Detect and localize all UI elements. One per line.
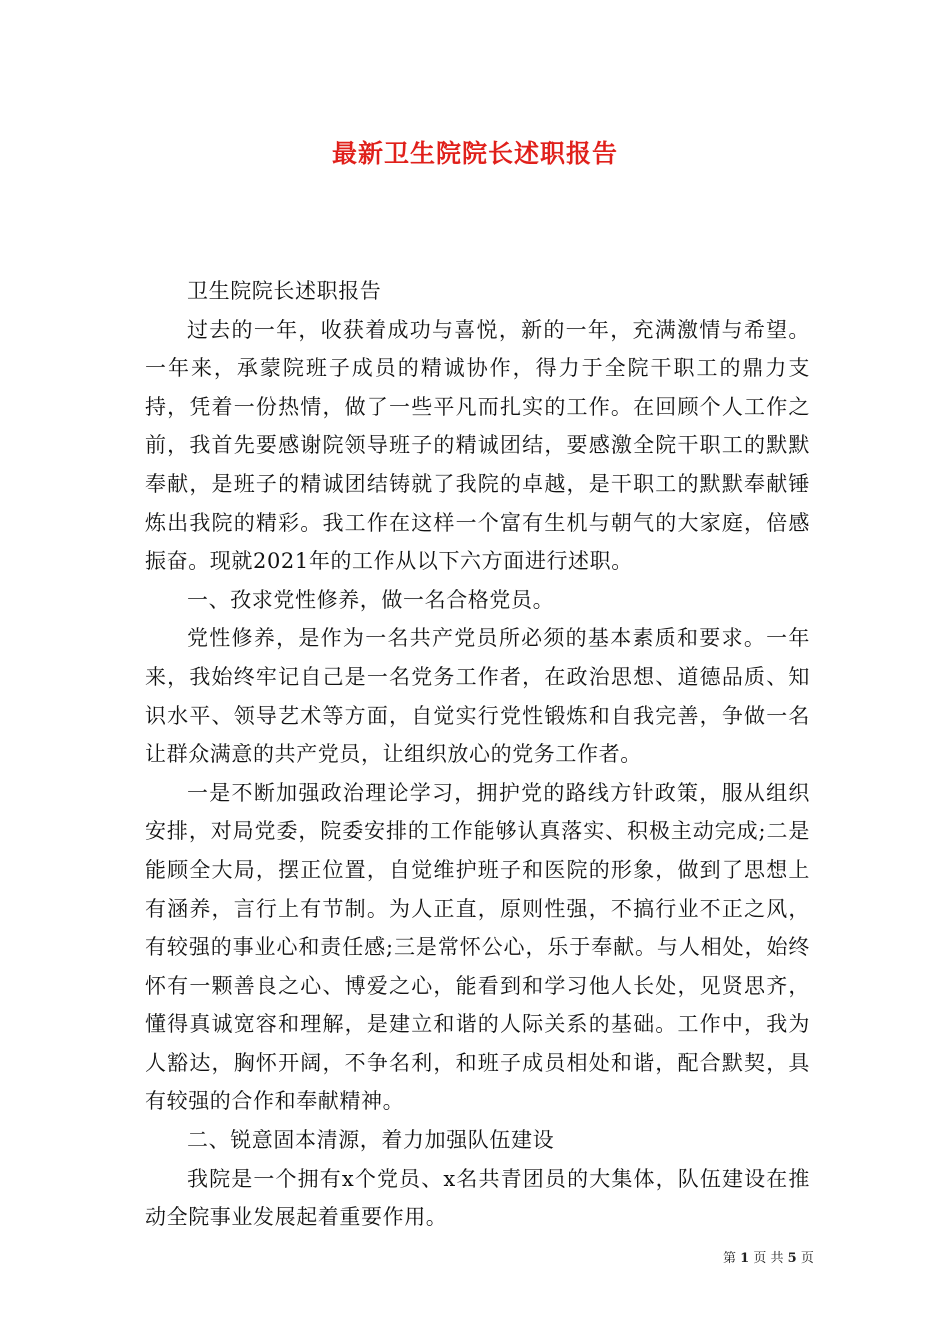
document-title: 最新卫生院院长述职报告 [331, 139, 618, 168]
section-heading: 一、孜求党性修养，做一名合格党员。 [187, 587, 555, 612]
total-pages-number: 5 [787, 1251, 797, 1266]
paragraph: 党性修养，是作为一名共产党员所必须的基本素质和要求。一年来，我始终牢记自己是一名党务工作者，在政治思想、道德品质、知识水平、领导艺术等方面，自觉实行党性锻炼和自我完善，争做一名让群众满意的共产党员，让组织放心的党务工作者。 [145, 626, 810, 767]
page-number-footer [723, 1247, 814, 1266]
document-body [145, 272, 810, 1237]
section-heading: 二、锐意固本清源，着力加强队伍建设 [187, 1128, 555, 1153]
footer-middle: 页 共 [753, 1251, 784, 1266]
paragraph: 我院是一个拥有x个党员、x名共青团员的大集体，队伍建设在推动全院事业发展起着重要作用。 [145, 1166, 810, 1230]
paragraph: 一是不断加强政治理论学习，拥护党的路线方针政策，服从组织安排，对局党委，院委安排的工作能够认真落实、积极主动完成;二是能顾全大局，摆正位置，自觉维护班子和医院的形象，做到了思想上有涵养，言行上有节制。为人正直，原则性强，不搞行业不正之风，有较强的事业心和责任感;三是常怀公心，乐于奉献。与人相处，始终怀有一颗善良之心、博爱之心，能看到和学习他人长处，见贤思齐，懂得真诚宽容和理解，是建立和谐的人际关系的基础。工作中，我为人豁达，胸怀开阔，不争名利，和班子成员相处和谐，配合默契，具有较强的合作和奉献精神。 [145, 780, 810, 1114]
footer-suffix: 页 [800, 1251, 814, 1266]
footer-prefix: 第 [723, 1251, 737, 1266]
paragraph: 过去的一年，收获着成功与喜悦，新的一年，充满激情与希望。一年来，承蒙院班子成员的精诚协作，得力于全院干职工的鼎力支持，凭着一份热情，做了一些平凡而扎实的工作。在回顾个人工作之前，我首先要感谢院领导班子的精诚团结，要感激全院干职工的默默奉献，是班子的精诚团结铸就了我院的卓越，是干职工的默默奉献锤炼出我院的精彩。我工作在这样一个富有生机与朝气的大家庭，倍感振奋。现就2021年的工作从以下六方面进行述职。 [145, 317, 810, 574]
current-page-number: 1 [740, 1251, 750, 1266]
paragraph: 卫生院院长述职报告 [187, 279, 382, 303]
